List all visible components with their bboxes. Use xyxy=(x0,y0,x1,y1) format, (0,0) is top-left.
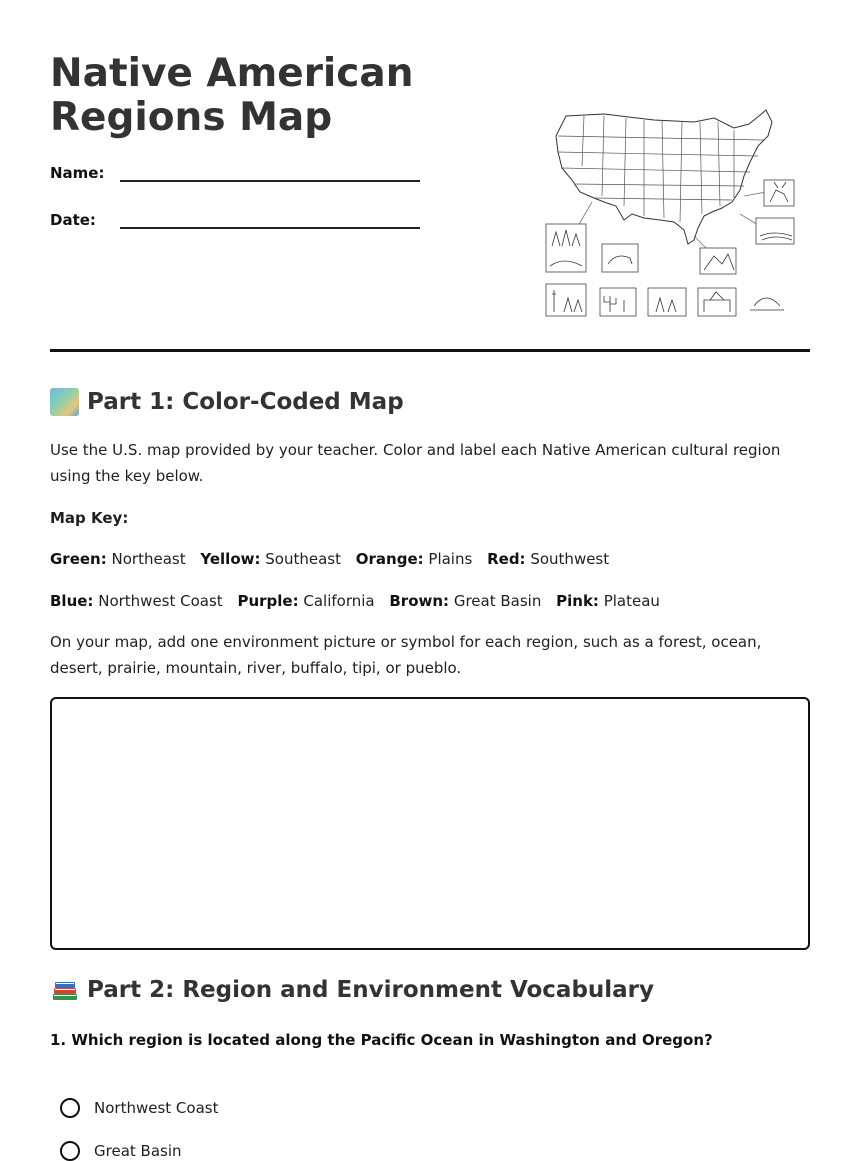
us-regions-illustration xyxy=(544,106,800,322)
buffalo-vignette-icon xyxy=(602,244,638,272)
option-label: Northwest Coast xyxy=(94,1099,219,1117)
key-item-blue: Blue: Northwest Coast xyxy=(50,592,223,610)
radio-button-icon[interactable] xyxy=(60,1098,80,1118)
worksheet-header xyxy=(50,52,810,352)
key-item-orange: Orange: Plains xyxy=(355,550,473,568)
deer-vignette-icon xyxy=(764,180,794,206)
option-label: Great Basin xyxy=(94,1142,182,1160)
date-field-row xyxy=(50,211,420,229)
answer-option-great-basin[interactable] xyxy=(60,1141,182,1161)
key-item-pink: Pink: Plateau xyxy=(556,592,660,610)
part1-intro: Use the U.S. map provided by your teacher. Color and label each Native American cultural region using the key below. xyxy=(50,441,781,485)
key-item-yellow: Yellow: Southeast xyxy=(200,550,341,568)
map-key-row-1 xyxy=(50,548,619,570)
name-field-row xyxy=(50,164,420,182)
totem-vignette-icon xyxy=(546,284,586,316)
map-key-row-2 xyxy=(50,590,670,612)
name-input-line[interactable] xyxy=(120,180,420,182)
part2-heading xyxy=(50,976,654,1004)
desert-plant-vignette-icon xyxy=(648,288,686,316)
name-label: Name: xyxy=(50,164,105,182)
map-drawing-area[interactable] xyxy=(50,697,810,950)
answer-option-northwest-coast[interactable] xyxy=(60,1098,218,1118)
key-item-purple: Purple: California xyxy=(237,592,375,610)
worksheet-page xyxy=(50,0,810,1161)
ocean-vignette-icon xyxy=(756,218,794,244)
header-divider xyxy=(50,349,810,352)
books-icon xyxy=(50,976,79,1004)
part1-heading-text: Part 1: Color-Coded Map xyxy=(87,389,404,415)
map-key-label: Map Key: xyxy=(50,509,129,527)
part1-instructions: On your map, add one environment picture or symbol for each region, such as a forest, ocean, desert, prairie, mountain, river, buffalo, tipi, or pueblo. xyxy=(50,633,762,677)
part2-heading-text: Part 2: Region and Environment Vocabulary xyxy=(87,977,655,1003)
part1-heading xyxy=(50,388,404,416)
page-title xyxy=(50,52,450,140)
date-label: Date: xyxy=(50,211,96,229)
key-item-green: Green: Northeast xyxy=(50,550,186,568)
world-map-icon xyxy=(50,388,79,416)
title-line-2: Regions Map xyxy=(50,95,333,140)
radio-button-icon[interactable] xyxy=(60,1141,80,1161)
key-item-red: Red: Southwest xyxy=(487,550,610,568)
us-map-outline-icon xyxy=(556,110,772,244)
date-input-line[interactable] xyxy=(120,227,420,229)
key-item-brown: Brown: Great Basin xyxy=(389,592,542,610)
title-line-1: Native American xyxy=(50,51,414,96)
question-1: 1. Which region is located along the Pacific Ocean in Washington and Oregon? xyxy=(50,1031,713,1049)
